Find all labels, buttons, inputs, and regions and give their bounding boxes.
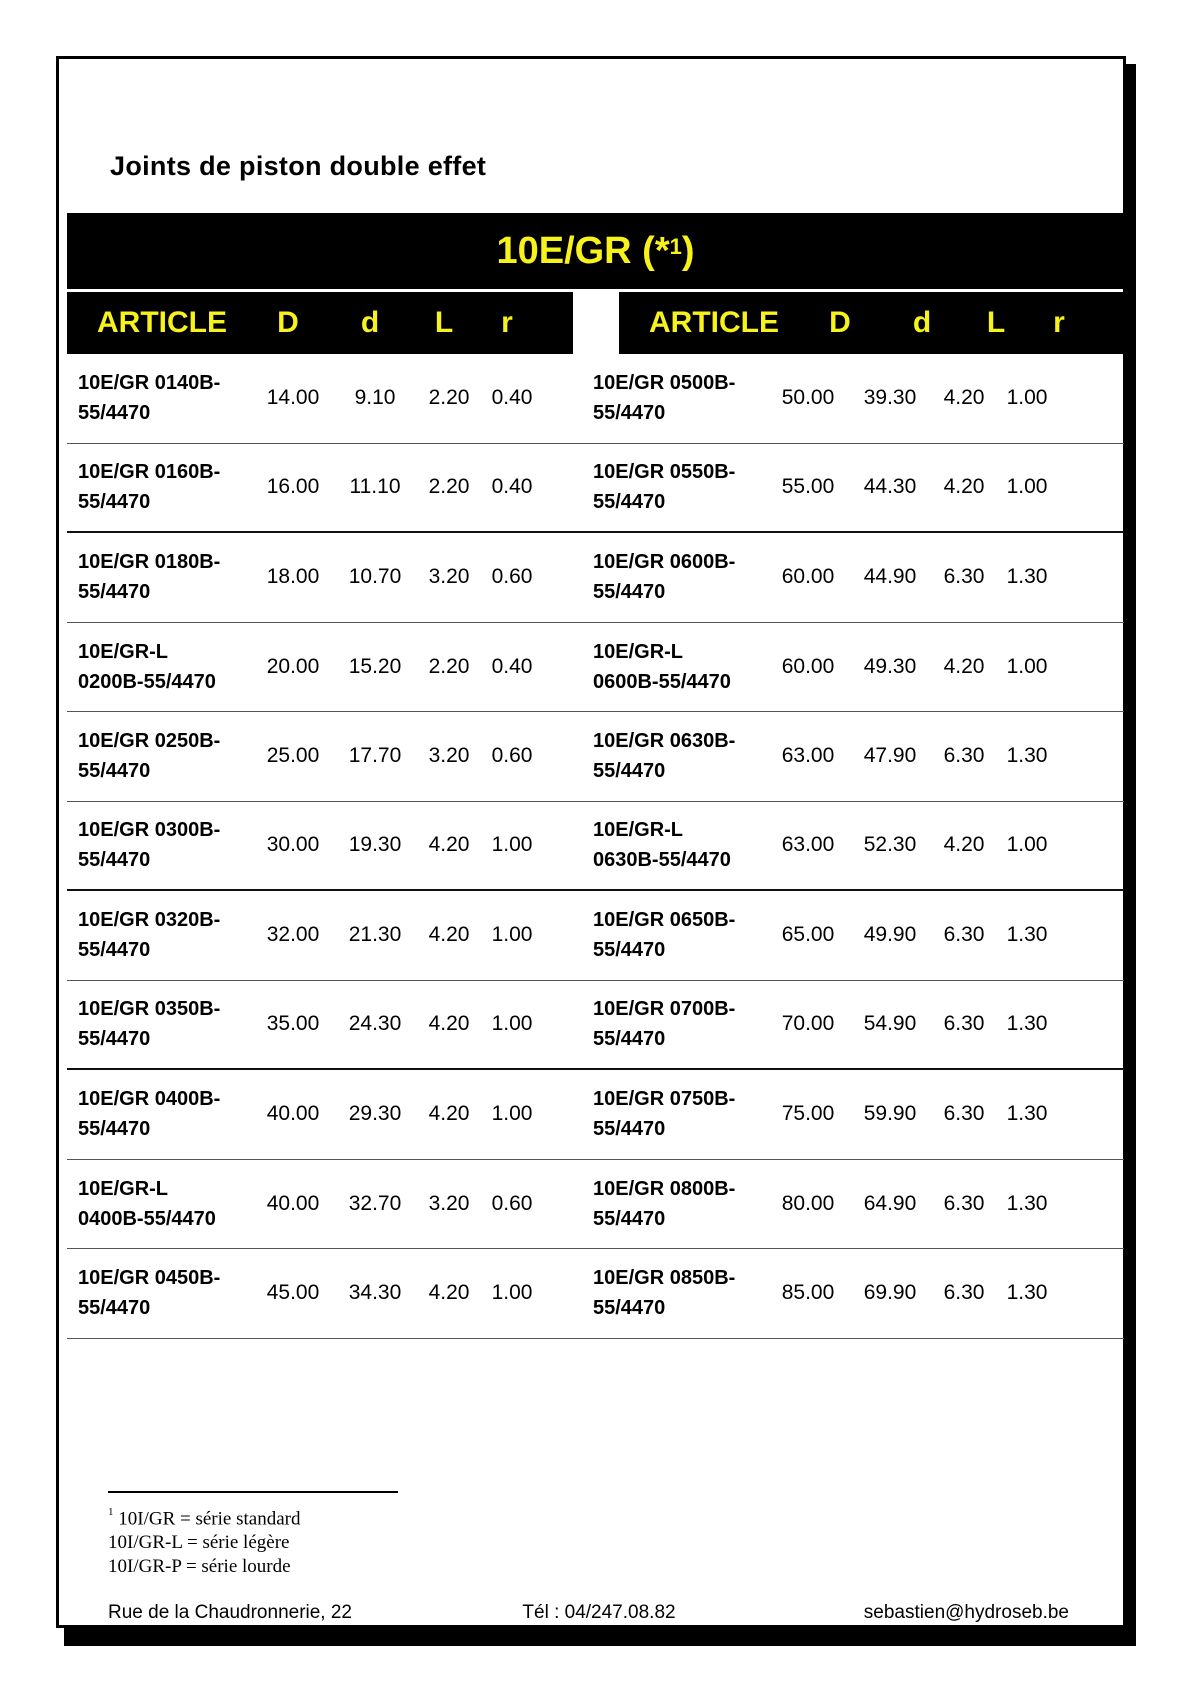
value-d: 10.70	[348, 565, 402, 589]
emergency-phone: Garde (24h/24h) : 0497/41.48.37	[787, 1625, 1069, 1646]
value-r: 1.00	[1006, 386, 1048, 410]
footnote-separator	[108, 1491, 398, 1493]
value-r: 1.30	[1006, 744, 1048, 768]
value-D: 25.00	[266, 744, 320, 768]
article-code: 10E/GR 0250B- 55/4470	[78, 730, 221, 783]
value-r: 0.60	[491, 1191, 533, 1215]
value-D: 60.00	[781, 654, 835, 678]
value-D: 20.00	[266, 654, 320, 678]
phone-number: Tél : 04/247.08.82	[522, 1602, 676, 1623]
value-L: 6.30	[943, 1102, 985, 1126]
article-code: 10E/GR-L 0400B-55/4470	[78, 1177, 216, 1230]
col-header-r: r	[501, 306, 513, 339]
article-code: 10E/GR 0600B- 55/4470	[593, 551, 736, 604]
value-L: 2.20	[428, 386, 470, 410]
value-D: 14.00	[266, 386, 320, 410]
table-body	[67, 354, 1124, 1339]
value-d: 34.30	[348, 1281, 402, 1305]
article-code: 10E/GR 0800B- 55/4470	[593, 1177, 736, 1230]
value-r: 0.40	[491, 386, 533, 410]
table-row	[67, 623, 1124, 713]
value-d: 52.30	[863, 833, 917, 857]
value-D: 40.00	[266, 1191, 320, 1215]
article-code: 10E/GR 0160B- 55/4470	[78, 461, 221, 514]
series-banner	[67, 213, 1124, 289]
article-code: 10E/GR-L 0200B-55/4470	[78, 640, 216, 693]
value-L: 4.20	[943, 475, 985, 499]
value-d: 49.30	[863, 654, 917, 678]
value-L: 6.30	[943, 1281, 985, 1305]
footnote-line: 10I/GR = série standard	[118, 1508, 301, 1530]
col-header-D: D	[829, 306, 851, 339]
value-r: 1.00	[491, 923, 533, 947]
value-d: 44.90	[863, 565, 917, 589]
article-code: 10E/GR 0140B- 55/4470	[78, 372, 221, 425]
value-d: 11.10	[349, 475, 401, 499]
value-D: 40.00	[266, 1102, 320, 1126]
value-d: 24.30	[348, 1012, 402, 1036]
article-code: 10E/GR 0500B- 55/4470	[593, 372, 736, 425]
footer-contact	[787, 1601, 1069, 1647]
value-D: 85.00	[781, 1281, 835, 1305]
value-L: 6.30	[943, 1012, 985, 1036]
value-r: 1.30	[1006, 565, 1048, 589]
value-L: 3.20	[428, 744, 470, 768]
article-code: 10E/GR 0450B- 55/4470	[78, 1267, 221, 1320]
value-r: 0.40	[491, 475, 533, 499]
col-header-L: L	[986, 306, 1006, 339]
value-r: 1.30	[1006, 1012, 1048, 1036]
value-d: 59.90	[863, 1102, 917, 1126]
value-r: 1.00	[1006, 654, 1048, 678]
footer-phone	[509, 1601, 689, 1647]
value-r: 0.40	[491, 654, 533, 678]
value-D: 35.00	[266, 1012, 320, 1036]
value-d: 19.30	[348, 833, 402, 857]
value-D: 55.00	[781, 475, 835, 499]
table-row	[67, 891, 1124, 981]
article-code: 10E/GR-L 0630B-55/4470	[593, 819, 731, 872]
value-D: 75.00	[781, 1102, 835, 1126]
value-D: 50.00	[781, 386, 835, 410]
article-code: 10E/GR 0400B- 55/4470	[78, 1088, 221, 1141]
article-code: 10E/GR 0350B- 55/4470	[78, 998, 221, 1051]
value-d: 54.90	[863, 1012, 917, 1036]
article-code: 10E/GR 0320B- 55/4470	[78, 909, 221, 962]
value-L: 4.20	[428, 1281, 470, 1305]
table-row	[67, 1070, 1124, 1160]
value-r: 1.30	[1006, 1191, 1048, 1215]
address-line: Rue de la Chaudronnerie, 22	[108, 1602, 353, 1623]
col-header-r: r	[1053, 306, 1065, 339]
value-r: 1.00	[491, 833, 533, 857]
table-header-right	[619, 292, 1124, 354]
address-line: 4340 Awans	[108, 1625, 212, 1646]
banner-title: 10E/GR (*	[496, 229, 670, 272]
value-d: 17.70	[348, 744, 402, 768]
table-row	[67, 533, 1124, 623]
value-d: 49.90	[863, 923, 917, 947]
value-D: 45.00	[266, 1281, 320, 1305]
value-d: 21.30	[348, 923, 402, 947]
value-d: 15.20	[348, 654, 402, 678]
table-row	[67, 354, 1124, 444]
value-L: 4.20	[943, 386, 985, 410]
value-D: 70.00	[781, 1012, 835, 1036]
value-r: 0.60	[491, 565, 533, 589]
value-r: 1.00	[1006, 833, 1048, 857]
table-header-left	[67, 292, 573, 354]
value-L: 2.20	[428, 654, 470, 678]
article-code: 10E/GR 0300B- 55/4470	[78, 819, 221, 872]
value-D: 63.00	[781, 744, 835, 768]
value-r: 1.00	[491, 1281, 533, 1305]
article-code: 10E/GR 0650B- 55/4470	[593, 909, 736, 962]
article-code: 10E/GR 0850B- 55/4470	[593, 1267, 736, 1320]
value-r: 1.00	[491, 1012, 533, 1036]
value-d: 64.90	[863, 1191, 917, 1215]
table-row	[67, 981, 1124, 1071]
article-code: 10E/GR 0630B- 55/4470	[593, 730, 736, 783]
value-L: 6.30	[943, 1191, 985, 1215]
page-title: Joints de piston double effet	[110, 151, 487, 181]
footer-address	[108, 1601, 352, 1647]
value-D: 80.00	[781, 1191, 835, 1215]
value-r: 1.30	[1006, 923, 1048, 947]
value-D: 30.00	[266, 833, 320, 857]
table-row	[67, 1249, 1124, 1339]
value-L: 4.20	[428, 923, 470, 947]
value-d: 39.30	[863, 386, 917, 410]
table-row	[67, 712, 1124, 802]
value-D: 18.00	[266, 565, 320, 589]
value-D: 65.00	[781, 923, 835, 947]
value-r: 1.30	[1006, 1102, 1048, 1126]
value-r: 0.60	[491, 744, 533, 768]
footnote-line: 10I/GR-L = série légère	[108, 1532, 290, 1554]
value-r: 1.00	[491, 1102, 533, 1126]
value-L: 3.20	[428, 565, 470, 589]
col-header-d: d	[912, 306, 932, 339]
value-L: 4.20	[943, 833, 985, 857]
page	[56, 56, 1126, 1646]
value-L: 4.20	[428, 1102, 470, 1126]
article-code: 10E/GR 0180B- 55/4470	[78, 551, 221, 604]
col-header-article: ARTICLE	[97, 306, 227, 339]
value-d: 9.10	[354, 386, 396, 410]
footnote-line: 10I/GR-P = série lourde	[108, 1556, 291, 1578]
value-L: 4.20	[428, 833, 470, 857]
value-D: 32.00	[266, 923, 320, 947]
article-code: 10E/GR 0700B- 55/4470	[593, 998, 736, 1051]
value-L: 2.20	[428, 475, 470, 499]
col-header-D: D	[277, 306, 299, 339]
article-code: 10E/GR-L 0600B-55/4470	[593, 640, 731, 693]
value-d: 44.30	[863, 475, 917, 499]
value-d: 69.90	[863, 1281, 917, 1305]
value-L: 4.20	[428, 1012, 470, 1036]
value-d: 29.30	[348, 1102, 402, 1126]
value-D: 60.00	[781, 565, 835, 589]
value-L: 3.20	[428, 1191, 470, 1215]
col-header-L: L	[434, 306, 454, 339]
fax-number: Fax : 04/384.78.91	[519, 1625, 679, 1646]
footnote-marker: 1	[108, 1506, 114, 1518]
footnote	[108, 1502, 300, 1579]
value-r: 1.00	[1006, 475, 1048, 499]
value-D: 16.00	[266, 475, 320, 499]
table-row	[67, 802, 1124, 892]
table-row	[67, 1160, 1124, 1250]
table-row	[67, 444, 1124, 534]
banner-close: )	[681, 229, 695, 272]
article-code: 10E/GR 0750B- 55/4470	[593, 1088, 736, 1141]
value-L: 6.30	[943, 744, 985, 768]
value-D: 63.00	[781, 833, 835, 857]
value-d: 47.90	[863, 744, 917, 768]
article-code: 10E/GR 0550B- 55/4470	[593, 461, 736, 514]
col-header-article: ARTICLE	[649, 306, 779, 339]
value-L: 6.30	[943, 923, 985, 947]
value-L: 6.30	[943, 565, 985, 589]
value-r: 1.30	[1006, 1281, 1048, 1305]
value-d: 32.70	[348, 1191, 402, 1215]
value-L: 4.20	[943, 654, 985, 678]
col-header-d: d	[360, 306, 380, 339]
banner-footnote-ref: 1	[669, 234, 682, 259]
email-link[interactable]: sebastien@hydroseb.be	[863, 1602, 1069, 1623]
